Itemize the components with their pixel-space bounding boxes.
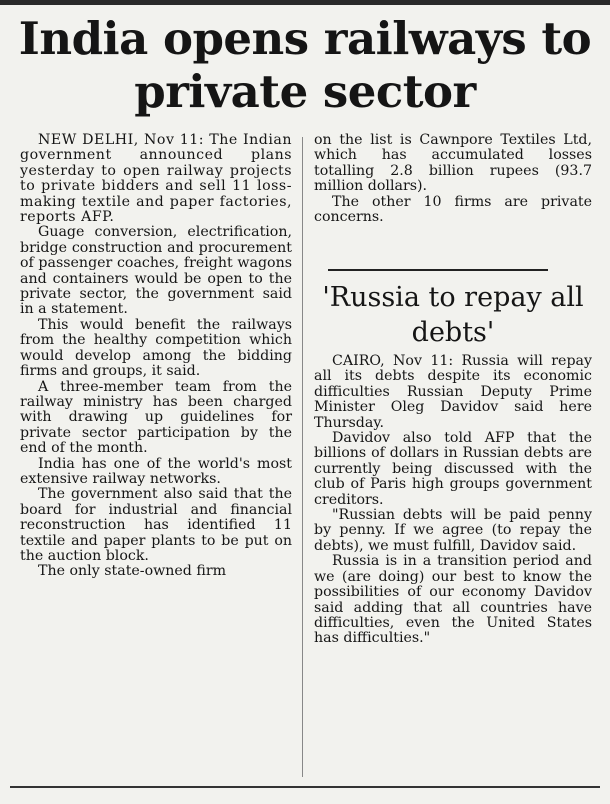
right-column-top [314,133,592,225]
section-rule [328,269,548,271]
subheadline: 'Russia to repay all debts' [322,282,584,348]
article-paragraph: Guage conversion, electrification, bridge construction and procurement of passenger coaches, freight wagons and containers would be open to the private sector, the government said in a statement. [20,224,292,318]
article-paragraph: The government also said that the board for industrial and financial reconstruction has identified 11 textile and paper plants to be put on the auction block. [20,486,292,564]
article-paragraph: The only state-owned firm [38,563,227,580]
article-paragraph: Davidov also told AFP that the billions of dollars in Russian debts are currently being discussed with the club of Paris high groups government creditors. [314,430,592,508]
article-paragraph: India has one of the world's most extensive railway networks. [20,455,292,487]
bottom-rule [10,786,600,788]
article-paragraph: This would benefit the railways from the healthy competition which would develop among the bidding firms and groups, it said. [20,316,292,380]
article-paragraph: The other 10 firms are private concerns. [314,193,592,226]
top-rule [0,0,610,5]
article-paragraph: on the list is Cawnpore Textiles Ltd, which has accumulated losses totalling 2.8 billion rupees (93.7 million dollars). [314,132,592,195]
headline: India opens railways to private sector [18,12,592,118]
article-paragraph: CAIRO, Nov 11: Russia will repay all its debts despite its economic difficulties Russian Deputy Prime Minister Oleg Davidov said here Thursday. [314,353,592,431]
article-paragraph: "Russian debts will be paid penny by penny. If we agree (to repay the debts), we must fulfill, Davidov said. [314,507,592,554]
right-column-bottom [314,354,592,647]
article-paragraph: NEW DELHI, Nov 11: The Indian government announced plans yesterday to open railway projects to private bidders and sell 11 loss-making textile and paper factories, reports AFP. [20,132,292,226]
article-paragraph: Russia is in a transition period and we (are doing) our best to know the possibilities of our economy Davidov said adding that all countries have difficulties, even the United States has difficulties." [314,553,592,647]
left-column [20,133,292,580]
article-paragraph: A three-member team from the railway ministry has been charged with drawing up guidelines for private sector participation by the end of the month. [20,378,292,457]
column-divider [302,137,303,777]
